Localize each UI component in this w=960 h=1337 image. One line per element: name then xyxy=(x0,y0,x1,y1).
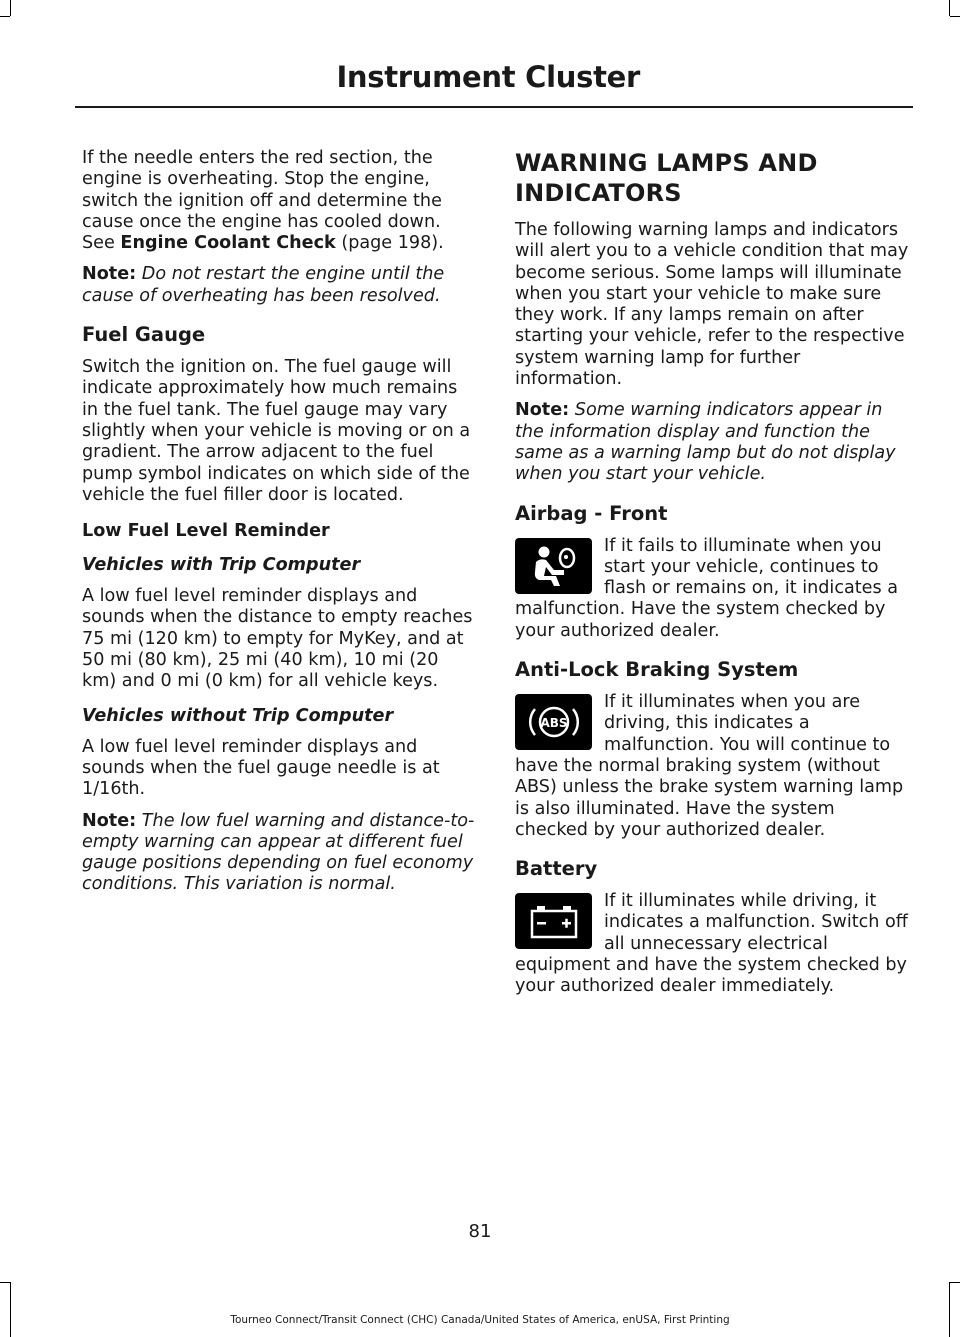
page-number: 81 xyxy=(468,1221,492,1242)
fuel-gauge-heading: Fuel Gauge xyxy=(82,323,206,347)
intro-paragraph: The following warning lamps and indicators will alert you to a vehicle condition that may become serious. Some lamps will illuminate when you start your vehicle to make sure they work. If any lamps remain on after starting your vehicle, refer to the respective system warning lamp for further information. xyxy=(515,220,909,390)
note-text: Some warning indicators appear in the information display and function the same as a warning lamp but do not display when you start your vehicle. xyxy=(515,400,896,485)
airbag-lamp-block xyxy=(515,536,910,642)
airbag-heading: Airbag - Front xyxy=(515,501,668,525)
note-indicators xyxy=(515,400,910,485)
abs-heading: Anti-Lock Braking System xyxy=(515,658,799,682)
without-trip-computer-paragraph: A low fuel level reminder displays and sounds when the fuel gauge needle is at 1/16th. xyxy=(82,736,440,800)
abs-icon-label: ABS xyxy=(539,716,568,731)
engine-coolant-link[interactable]: Engine Coolant Check xyxy=(120,233,336,254)
airbag-text: If it fails to illuminate when you start your vehicle, continues to flash or remains on, it indicates a malfunction. Have the system checked by your authorized dealer. xyxy=(515,535,899,641)
note-text: The low fuel warning and distance-to-empty warning can appear at different fuel gauge positions depending on fuel economy conditions. This variation is normal. xyxy=(82,810,475,895)
abs-text: If it illuminates when you are driving, this indicates a malfunction. You will continue to have the normal braking system (without ABS) unless the brake system warning lamp is also illuminated. Have the system checked by your authorized dealer. xyxy=(515,692,904,840)
note-label: Note: xyxy=(82,264,137,285)
heading-line: WARNING LAMPS AND xyxy=(515,149,818,177)
with-trip-computer-heading: Vehicles with Trip Computer xyxy=(82,555,361,576)
battery-heading: Battery xyxy=(515,857,598,881)
left-column xyxy=(82,148,477,906)
note-label: Note: xyxy=(515,400,570,421)
heading-line: INDICATORS xyxy=(515,179,682,207)
warning-lamps-heading xyxy=(515,148,910,208)
abs-icon xyxy=(515,694,592,750)
crop-mark xyxy=(950,16,960,17)
crop-mark xyxy=(10,1282,11,1337)
without-trip-computer-heading: Vehicles without Trip Computer xyxy=(82,705,394,726)
note-label: Note: xyxy=(82,810,137,831)
battery-text: If it illuminates while driving, it indicates a malfunction. Switch off all unnecessary electrical equipment and have the system checked by your authorized dealer immediately. xyxy=(515,891,908,997)
battery-icon xyxy=(515,893,592,949)
page-title: Instrument Cluster xyxy=(336,60,640,94)
right-column xyxy=(515,148,910,1004)
note-text: Do not restart the engine until the cause of overheating has been resolved. xyxy=(82,264,445,306)
airbag-icon xyxy=(515,538,592,594)
crop-mark xyxy=(0,16,10,17)
overheating-text: If the needle enters the red section, the engine is overheating. Stop the engine, switch the ignition off and determine the cause once the engine has cooled down. See xyxy=(82,148,442,254)
crop-mark xyxy=(950,1282,960,1283)
footer-text: Tourneo Connect/Transit Connect (CHC) Canada/United States of America, enUSA, First Printing xyxy=(230,1314,730,1326)
abs-lamp-block xyxy=(515,692,910,841)
battery-lamp-block xyxy=(515,891,910,997)
low-fuel-heading: Low Fuel Level Reminder xyxy=(82,521,330,542)
crop-mark xyxy=(949,0,950,16)
crop-mark xyxy=(949,1282,950,1337)
note-overheating xyxy=(82,264,477,307)
page-reference: (page 198). xyxy=(335,233,444,254)
note-low-fuel xyxy=(82,811,477,896)
header-divider xyxy=(75,106,913,108)
with-trip-computer-paragraph: A low fuel level reminder displays and sounds when the distance to empty reaches 75 mi (120 km) to empty for MyKey, and at 50 mi (80 km), 25 mi (40 km), 10 mi (20 km) and 0 mi (0 km) for all vehicle keys. xyxy=(82,586,473,692)
fuel-gauge-paragraph: Switch the ignition on. The fuel gauge will indicate approximately how much remains in the fuel tank. The fuel gauge may vary slightly when your vehicle is moving or on a gradient. The arrow adjacent to the fuel pump symbol indicates on which side of the vehicle the fuel filler door is located. xyxy=(82,357,471,505)
crop-mark xyxy=(0,1282,10,1283)
crop-mark xyxy=(10,0,11,16)
overheating-paragraph xyxy=(82,148,477,254)
